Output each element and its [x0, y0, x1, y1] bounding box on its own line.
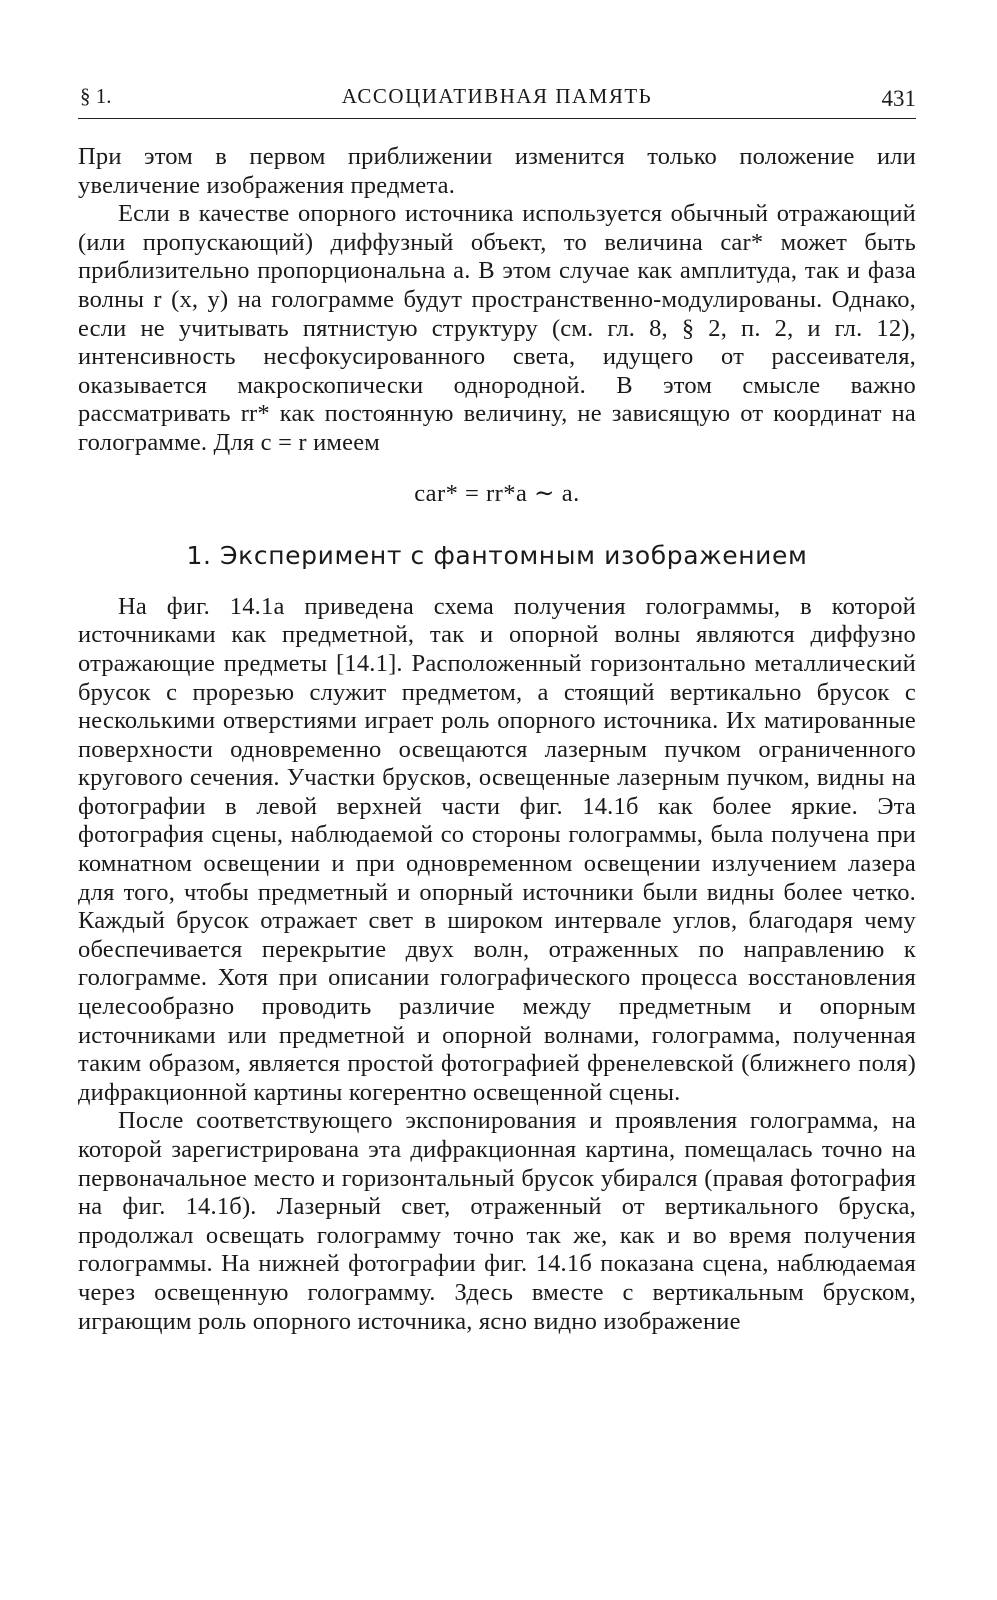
running-header — [78, 78, 916, 119]
paragraph: После соответствующего экспонирования и проявления голограмма, на которой зарегистрирована эта дифракционная картина, помещалась точно на первоначальное место и горизонтальный брусок убирался (правая фотография на фиг. 14.1б). Лазерный свет, отраженный от вертикального бруска, продолжал освещать голограмму точно так же, как и во время получения голограммы. На нижней фотографии фиг. 14.1б показана сцена, наблюдаемая через освещенную голограмму. Здесь вместе с вертикальным бруском, играющим роль опорного источника, ясно видно изображение — [78, 1107, 916, 1335]
paragraph: На фиг. 14.1а приведена схема получения голограммы, в которой источниками как предметной, так и опорной волны являются диффузно отражающие предметы [14.1]. Расположенный горизонтально металлический брусок с прорезью служит предметом, а стоящий вертикально брусок с несколькими отверстиями играет роль опорного источника. Их матированные поверхности одновременно освещаются лазерным пучком ограниченного кругового сечения. Участки брусков, освещенные лазерным пучком, видны на фотографии в левой верхней части фиг. 14.1б как более яркие. Эта фотография сцены, наблюдаемой со стороны голограммы, была получена при комнатном освещении и при одновременном освещении излучением лазера для того, чтобы предметный и опорный источники были видны более четко. Каждый брусок отражает свет в широком интервале углов, благодаря чему обеспечивается перекрытие двух волн, отраженных по направлению к голограмме. Хотя при описании голографического процесса восстановления целесообразно проводить различие между предметным и опорным источниками или предметной и опорной волнами, голограмма, полученная таким образом, является простой фотографией френелевской (ближнего поля) дифракционной картины когерентно освещенной сцены. — [78, 592, 916, 1106]
page-number: 431 — [881, 86, 916, 111]
section-mark: § 1. — [80, 84, 112, 108]
paragraph: При этом в первом приближении изменится только положение или увеличение изображения предмета. — [78, 143, 916, 199]
display-formula: car* = rr*a ∼ a. — [414, 479, 580, 507]
section-heading: 1. Эксперимент с фантомным изображением — [186, 541, 808, 571]
running-title: АССОЦИАТИВНАЯ ПАМЯТЬ — [341, 84, 653, 108]
paragraph: Если в качестве опорного источника используется обычный отражающий (или пропускающий) диффузный объект, то величина car* может быть приблизительно пропорциональна a. В этом случае как амплитуда, так и фаза волны r (x, y) на голограмме будут пространственно-модулированы. Однако, если не учитывать пятнистую структуру (см. гл. 8, § 2, п. 2, и гл. 12), интенсивность несфокусированного света, идущего от рассеивателя, оказывается макроскопически однородной. В этом смысле важно рассматривать rr* как постоянную величину, не зависящую от координат на голограмме. Для c = r имеем — [78, 200, 916, 456]
document-page — [78, 78, 916, 1336]
body-text — [78, 143, 916, 1336]
